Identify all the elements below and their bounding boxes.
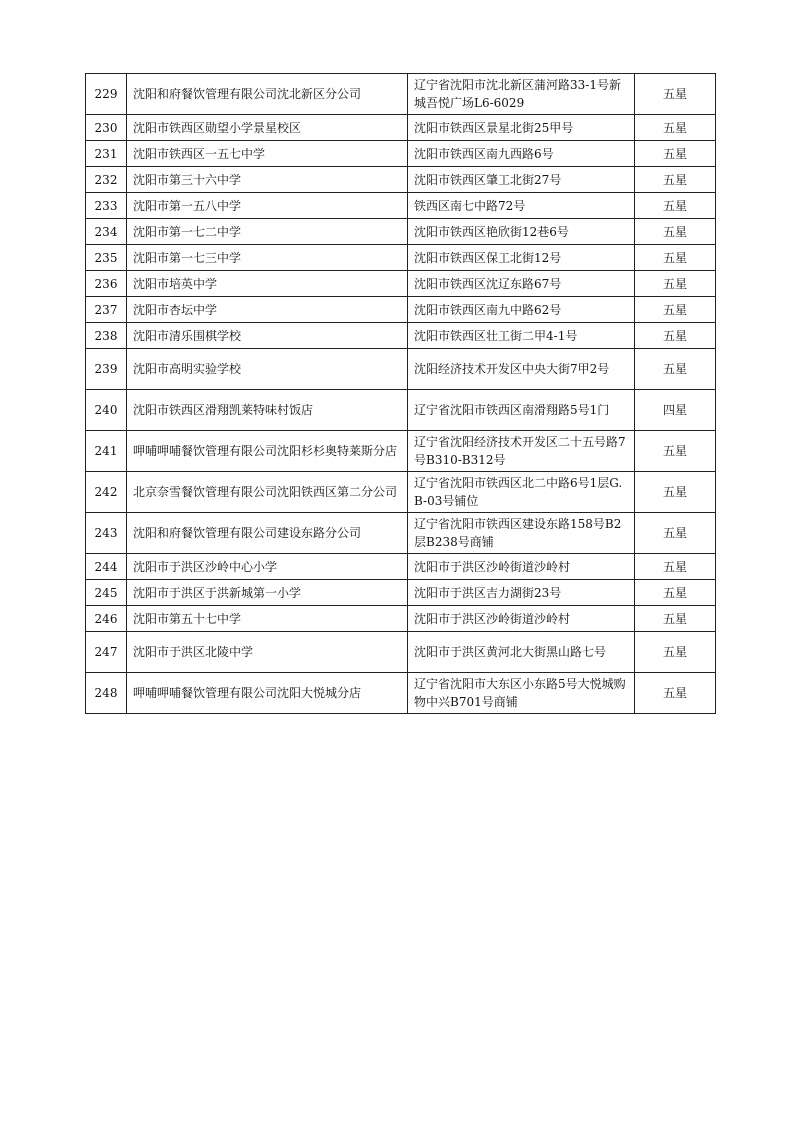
row-number: 232 [86,167,127,193]
unit-address: 辽宁省沈阳市铁西区建设东路158号B2层B238号商铺 [408,513,635,554]
row-number: 233 [86,193,127,219]
row-number: 235 [86,245,127,271]
unit-name: 沈阳市铁西区一五七中学 [127,141,408,167]
unit-name: 沈阳市高明实验学校 [127,349,408,390]
table-row [86,115,716,141]
rating-level: 五星 [635,297,716,323]
row-number: 234 [86,219,127,245]
rating-level: 五星 [635,167,716,193]
unit-name: 沈阳市杏坛中学 [127,297,408,323]
rating-level: 五星 [635,606,716,632]
unit-name: 沈阳和府餐饮管理有限公司沈北新区分公司 [127,74,408,115]
rating-level: 五星 [635,219,716,245]
rating-level: 五星 [635,193,716,219]
unit-name: 呷哺呷哺餐饮管理有限公司沈阳大悦城分店 [127,673,408,714]
unit-name: 沈阳市清乐围棋学校 [127,323,408,349]
unit-name: 沈阳市第三十六中学 [127,167,408,193]
unit-address: 沈阳市于洪区沙岭街道沙岭村 [408,554,635,580]
table-row [86,193,716,219]
rating-level: 五星 [635,513,716,554]
row-number: 244 [86,554,127,580]
row-number: 248 [86,673,127,714]
unit-name: 沈阳市铁西区勋望小学景星校区 [127,115,408,141]
unit-address: 沈阳市于洪区吉力湖街23号 [408,580,635,606]
unit-address: 辽宁省沈阳市铁西区北二中路6号1层G.B-03号铺位 [408,472,635,513]
row-number: 239 [86,349,127,390]
unit-address: 铁西区南七中路72号 [408,193,635,219]
table-row [86,219,716,245]
unit-address: 沈阳经济技术开发区中央大街7甲2号 [408,349,635,390]
unit-address: 沈阳市铁西区壮工街二甲4-1号 [408,323,635,349]
unit-name: 呷哺呷哺餐饮管理有限公司沈阳杉杉奥特莱斯分店 [127,431,408,472]
table-row [86,606,716,632]
unit-name: 沈阳市第一五八中学 [127,193,408,219]
unit-name: 沈阳市第一七三中学 [127,245,408,271]
unit-address: 沈阳市铁西区艳欣街12巷6号 [408,219,635,245]
rating-level: 四星 [635,390,716,431]
unit-address: 辽宁省沈阳市大东区小东路5号大悦城购物中兴B701号商铺 [408,673,635,714]
rating-level: 五星 [635,554,716,580]
unit-name: 沈阳市于洪区北陵中学 [127,632,408,673]
unit-name: 沈阳市于洪区于洪新城第一小学 [127,580,408,606]
rating-level: 五星 [635,74,716,115]
rating-level: 五星 [635,431,716,472]
table-row [86,271,716,297]
row-number: 230 [86,115,127,141]
row-number: 240 [86,390,127,431]
rating-level: 五星 [635,115,716,141]
unit-address: 沈阳市于洪区黄河北大街黑山路七号 [408,632,635,673]
row-number: 245 [86,580,127,606]
unit-name: 沈阳市第一七二中学 [127,219,408,245]
unit-address: 辽宁省沈阳经济技术开发区二十五号路7号B310-B312号 [408,431,635,472]
unit-name: 沈阳市第五十七中学 [127,606,408,632]
row-number: 236 [86,271,127,297]
row-number: 237 [86,297,127,323]
table-row [86,580,716,606]
row-number: 231 [86,141,127,167]
row-number: 246 [86,606,127,632]
table-row [86,431,716,472]
table-row [86,513,716,554]
row-number: 238 [86,323,127,349]
rating-table [85,73,716,714]
row-number: 241 [86,431,127,472]
table-row [86,472,716,513]
rating-level: 五星 [635,323,716,349]
rating-level: 五星 [635,580,716,606]
rating-level: 五星 [635,271,716,297]
unit-name: 沈阳市培英中学 [127,271,408,297]
unit-address: 辽宁省沈阳市铁西区南滑翔路5号1门 [408,390,635,431]
unit-address: 沈阳市铁西区沈辽东路67号 [408,271,635,297]
unit-address: 沈阳市铁西区南九西路6号 [408,141,635,167]
row-number: 243 [86,513,127,554]
row-number: 242 [86,472,127,513]
rating-level: 五星 [635,472,716,513]
unit-name: 沈阳市于洪区沙岭中心小学 [127,554,408,580]
table-row [86,297,716,323]
table-row [86,554,716,580]
row-number: 247 [86,632,127,673]
rating-level: 五星 [635,245,716,271]
unit-address: 沈阳市铁西区保工北街12号 [408,245,635,271]
table-row [86,632,716,673]
unit-name: 北京奈雪餐饮管理有限公司沈阳铁西区第二分公司 [127,472,408,513]
row-number: 229 [86,74,127,115]
table-row [86,673,716,714]
rating-level: 五星 [635,632,716,673]
unit-address: 沈阳市铁西区肇工北街27号 [408,167,635,193]
table-row [86,349,716,390]
table-row [86,141,716,167]
unit-name: 沈阳和府餐饮管理有限公司建设东路分公司 [127,513,408,554]
unit-address: 沈阳市铁西区景星北街25甲号 [408,115,635,141]
table-row [86,167,716,193]
table-row [86,323,716,349]
unit-name: 沈阳市铁西区滑翔凯莱特味村饭店 [127,390,408,431]
unit-address: 沈阳市铁西区南九中路62号 [408,297,635,323]
rating-level: 五星 [635,673,716,714]
unit-address: 辽宁省沈阳市沈北新区蒲河路33-1号新城吾悦广场L6-6029 [408,74,635,115]
rating-level: 五星 [635,141,716,167]
unit-address: 沈阳市于洪区沙岭街道沙岭村 [408,606,635,632]
rating-level: 五星 [635,349,716,390]
table-row [86,390,716,431]
document-page [85,73,715,714]
table-row [86,245,716,271]
table-row [86,74,716,115]
